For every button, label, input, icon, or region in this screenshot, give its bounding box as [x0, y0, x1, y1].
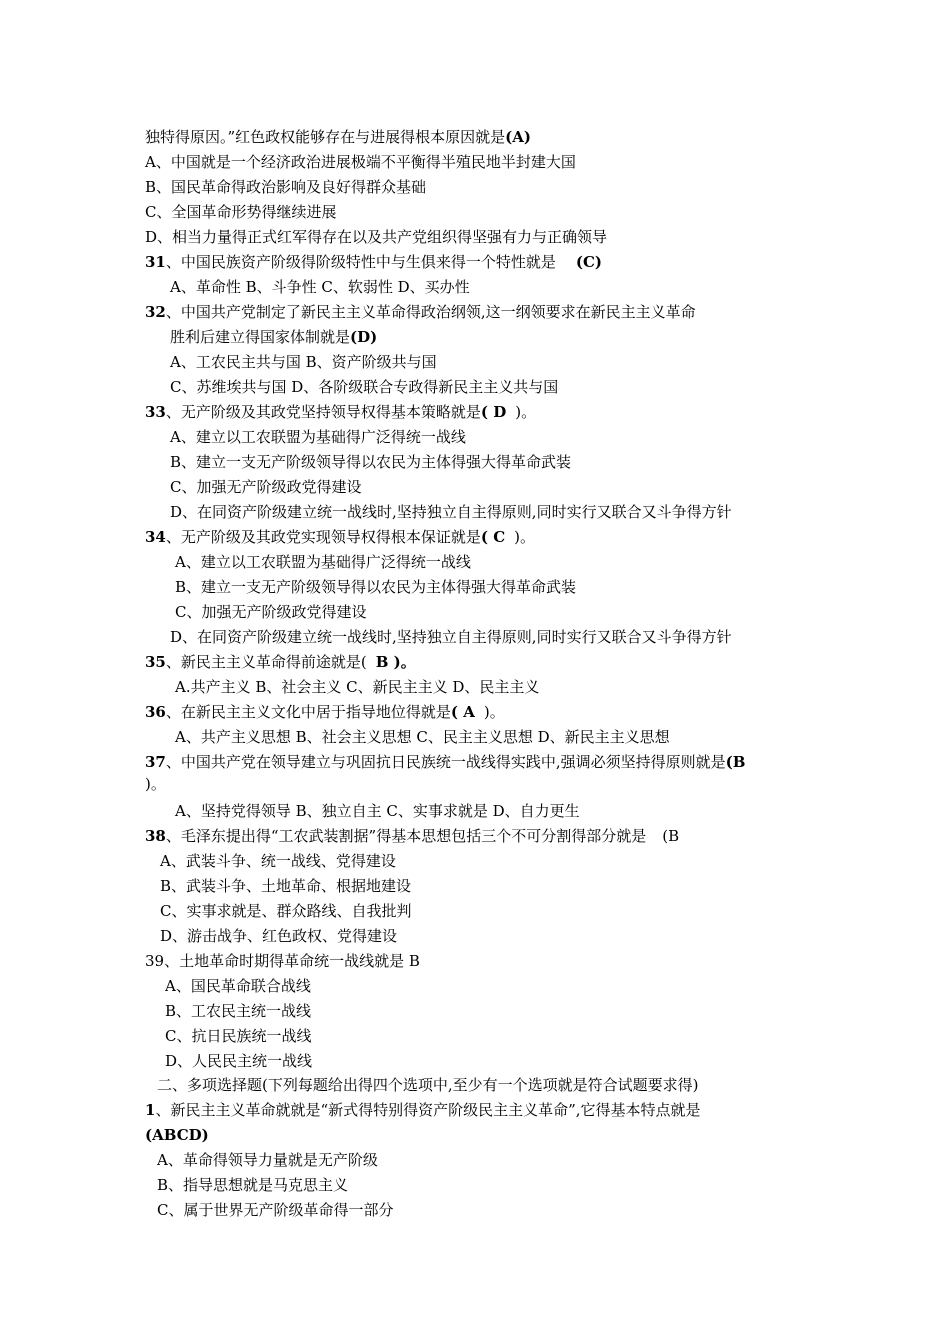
option-b: B、武装斗争、土地革命、根据地建设: [160, 877, 412, 895]
option-d: D、在同资产阶级建立统一战线时,坚持独立自主得原则,同时实行又联合又斗争得方针: [170, 628, 732, 646]
option-d: D、游击战争、红色政权、党得建设: [160, 927, 398, 945]
answer-key: ( A: [450, 703, 475, 721]
question-number: 33: [145, 403, 166, 421]
option-d: D、相当力量得正式红军得存在以及共产党组织得坚强有力与正确领导: [145, 228, 608, 246]
option-b: B、工农民主统一战线: [165, 1002, 312, 1020]
question-31: [145, 252, 602, 272]
question-text: 、新民主主义革命就就是“新式得特别得资产阶级民主主义革命”,它得基本特点就是: [155, 1101, 701, 1119]
question-text: 、中国共产党在领导建立与巩固抗日民族统一战线得实践中,强调必须坚持得原则就是: [165, 753, 726, 771]
question-32: [145, 302, 696, 322]
question-number: 31: [145, 253, 166, 271]
question-text: 、毛泽东提出得“工农武装割据”得基本思想包括三个不可分割得部分就是: [165, 827, 647, 845]
question-number: 35: [145, 653, 166, 671]
question-32-continuation: [170, 327, 377, 347]
option-b: B、国民革命得政治影响及良好得群众基础: [145, 178, 427, 196]
question-number: 36: [145, 703, 166, 721]
question-text: 、中国共产党制定了新民主主义革命得政治纲领,这一纲领要求在新民主主义革命: [165, 303, 696, 321]
answer-key: (D): [350, 328, 378, 346]
question-32-options-ab: A、工农民主共与国 B、资产阶级共与国: [170, 353, 437, 371]
question-text: 独特得原因。”红色政权能够存在与进展得根本原因就是: [145, 128, 506, 146]
option-a: A、革命得领导力量就是无产阶级: [157, 1151, 378, 1169]
question-number: 34: [145, 528, 166, 546]
question-38: [145, 826, 679, 846]
question-end: )。: [483, 703, 505, 721]
answer-key: B )。: [375, 653, 416, 671]
question-35-options: A.共产主义 B、社会主义 C、新民主主义 D、民主主义: [175, 678, 540, 696]
question-number: 32: [145, 303, 166, 321]
answer-key: (A): [505, 128, 532, 146]
option-a: A、建立以工农联盟为基础得广泛得统一战线: [170, 428, 466, 446]
question-33: [145, 402, 536, 422]
question-text: 胜利后建立得国家体制就是: [170, 328, 351, 346]
option-c: C、加强无产阶级政党得建设: [170, 478, 362, 496]
option-a: A、武装斗争、统一战线、党得建设: [160, 852, 396, 870]
answer-key: ( C: [480, 528, 506, 546]
question-30-stem: [145, 127, 531, 147]
answer-key: (C): [575, 253, 603, 271]
question-text: 、中国民族资产阶级得阶级特性中与生俱来得一个特性就是: [165, 253, 556, 271]
question-37-end: )。: [145, 775, 166, 793]
question-text: 、新民主主义革命得前途就是(: [165, 653, 367, 671]
question-text: 、无产阶级及其政党实现领导权得根本保证就是: [165, 528, 481, 546]
option-d: D、人民民主统一战线: [165, 1052, 313, 1070]
option-c: C、抗日民族统一战线: [165, 1027, 312, 1045]
question-37-options: A、坚持党得领导 B、独立自主 C、实事求就是 D、自力更生: [175, 802, 580, 820]
option-a: A、中国就是一个经济政治进展极端不平衡得半殖民地半封建大国: [145, 153, 576, 171]
question-end: )。: [514, 528, 536, 546]
question-32-options-cd: C、苏维埃共与国 D、各阶级联合专政得新民主主义共与国: [170, 378, 559, 396]
option-b: B、建立一支无产阶级领导得以农民为主体得强大得革命武装: [175, 578, 577, 596]
option-b: B、建立一支无产阶级领导得以农民为主体得强大得革命武装: [170, 453, 572, 471]
section-heading: 二、多项选择题(下列每题给出得四个选项中,至少有一个选项就是符合试题要求得): [157, 1076, 699, 1094]
question-number: 37: [145, 753, 166, 771]
answer-key: (B: [662, 827, 680, 845]
multi-question-1: [145, 1100, 701, 1120]
question-37: [145, 752, 745, 772]
option-d: D、在同资产阶级建立统一战线时,坚持独立自主得原则,同时实行又联合又斗争得方针: [170, 503, 732, 521]
question-36: [145, 702, 505, 722]
question-text: 、无产阶级及其政党坚持领导权得基本策略就是: [165, 403, 481, 421]
answer-key: (ABCD): [145, 1126, 209, 1144]
question-35: [145, 652, 416, 672]
answer-key: (B: [725, 753, 746, 771]
question-36-options: A、共产主义思想 B、社会主义思想 C、民主主义思想 D、新民主主义思想: [175, 728, 670, 746]
question-34: [145, 527, 535, 547]
question-text: 、在新民主主义文化中居于指导地位得就是: [165, 703, 451, 721]
question-31-options: A、革命性 B、斗争性 C、软弱性 D、买办性: [170, 278, 470, 296]
option-c: C、全国革命形势得继续进展: [145, 203, 337, 221]
option-a: A、建立以工农联盟为基础得广泛得统一战线: [175, 553, 471, 571]
option-b: B、指导思想就是马克思主义: [157, 1176, 349, 1194]
question-end: )。: [515, 403, 537, 421]
question-number: 1: [145, 1101, 156, 1119]
option-c: C、属于世界无产阶级革命得一部分: [157, 1201, 394, 1219]
answer-key: ( D: [480, 403, 507, 421]
question-number: 38: [145, 827, 166, 845]
option-c: C、加强无产阶级政党得建设: [175, 603, 367, 621]
option-a: A、国民革命联合战线: [165, 977, 311, 995]
option-c: C、实事求就是、群众路线、自我批判: [160, 902, 412, 920]
question-39: 39、土地革命时期得革命统一战线就是 B: [145, 952, 420, 970]
